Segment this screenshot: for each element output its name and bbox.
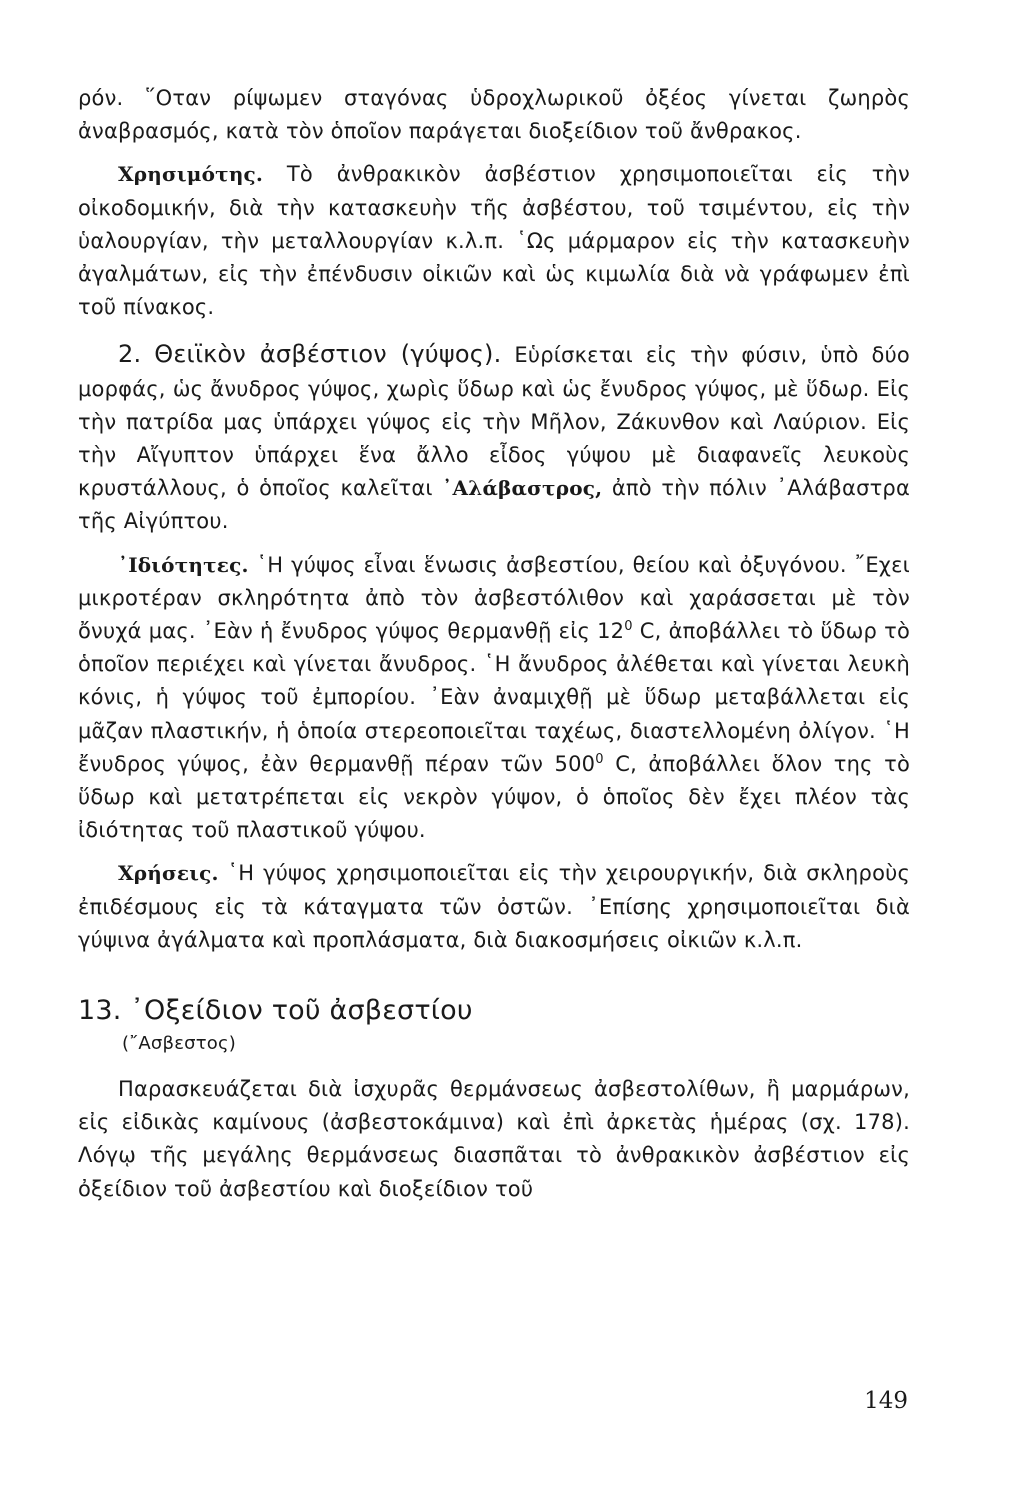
- gypsum-text-end: ἀπὸ τὴν πόλιν ᾿Αλάβαστρα τῆς Αἰγύπτου.: [78, 476, 910, 534]
- paragraph-gypsum: [78, 338, 910, 538]
- paragraph-text: ρόν. ῞Οταν ρίψωμεν σταγόνας ὑδροχλωρικοῦ ὀξέος γίνεται ζωηρὸς ἀναβρασμός, κατὰ τὸν ὁποῖον παράγεται διοξείδιον τοῦ ἄνθρακος.: [78, 86, 910, 144]
- properties-text-a: ῾Η γύψος εἶναι ἕνωσις ἀσβεστίου, θείου καὶ ὀξυγόνου. ῎Εχει μικροτέραν σκληρότητα ἀπὸ τὸν ἀσβεστόλιθον καὶ χαράσσεται μὲ τὸν ὄνυχά μας. ᾿Εὰν ἡ ἔνυδρος γύψος θερμανθῇ εἰς 12: [78, 552, 910, 644]
- gypsum-text: Εὑρίσκεται εἰς τὴν φύσιν, ὑπὸ δύο μορφάς, ὡς ἄνυδρος γύψος, χωρὶς ὕδωρ καὶ ὡς ἔνυδρος γύψος, μὲ ὕδωρ. Εἰς τὴν πατρίδα μας ὑπάρχει γύψος εἰς τὴν Μῆλον, Ζάκυνθον καὶ Λαύριον. Εἰς τὴν Αἴγυπτον ὑπάρχει ἕνα ἄλλο εἶδος γύψου μὲ διαφανεῖς λευκοὺς κρυστάλλους, ὁ ὁποῖος καλεῖται: [78, 343, 910, 501]
- paragraph-uses: [78, 857, 910, 957]
- properties-text-b: C, ἀποβάλλει τὸ ὕδωρ τὸ ὁποῖον περιέχει καὶ γίνεται ἄνυδρος. ῾Η ἄνυδρος ἀλέθεται καὶ γίνεται λευκὴ κόνις, ἡ γύψος τοῦ ἐμπορίου. ᾿Εὰν ἀναμιχθῇ μὲ ὕδωρ μεταβάλλεται εἰς μᾶζαν πλαστικήν, ἡ ὁποία στερεοποιεῖται ταχέως, διαστελλομένη ὀλίγον. ῾Η ἔνυδρος γύψος, ἐὰν θερμανθῇ πέραν τῶν 500: [78, 619, 910, 776]
- page-number: 149: [864, 1388, 908, 1414]
- uses-label: Χρήσεις.: [118, 861, 219, 886]
- paragraph-preparation: [78, 1073, 910, 1206]
- section-number: 13.: [78, 995, 122, 1027]
- properties-text-c: C, ἀποβάλλει ὅλον της τὸ ὕδωρ καὶ μετατρέπεται εἰς νεκρὸν γύψον, ὁ ὁποῖος δὲν ἔχει πλέον τὰς ἰδιότητας τοῦ πλαστικοῦ γύψου.: [78, 751, 910, 843]
- degree-sup-1: 0: [624, 619, 633, 635]
- paragraph-properties: [78, 549, 910, 848]
- properties-label: ᾿Ιδιότητες.: [118, 552, 249, 577]
- section-heading: [78, 993, 910, 1029]
- usefulness-label: Χρησιμότης.: [118, 162, 264, 187]
- subsection-number: 2.: [118, 340, 142, 369]
- degree-sup-2: 0: [595, 751, 604, 767]
- section-subtitle: (῎Ασβεστος): [122, 1033, 237, 1055]
- paragraph-continuation: [78, 82, 910, 148]
- alabaster-term: ᾿Αλάβαστρος,: [442, 476, 603, 501]
- preparation-text: Παρασκευάζεται διὰ ἰσχυρᾶς θερμάνσεως ἀσβεστολίθων, ἢ μαρμάρων, εἰς εἰδικὰς καμίνους (ἀσβεστοκάμινα) καὶ ἐπὶ ἀρκετὰς ἡμέρας (σχ. 178). Λόγῳ τῆς μεγάλης θερμάνσεως διασπᾶται τὸ ἀνθρακικὸν ἀσβέστιον εἰς ὀξείδιον τοῦ ἀσβεστίου καὶ διοξείδιον τοῦ: [78, 1077, 910, 1201]
- page-body: [78, 82, 910, 1206]
- usefulness-text: Τὸ ἀνθρακικὸν ἀσβέστιον χρησιμοποιεῖται εἰς τὴν οἰκοδομικήν, διὰ τὴν κατασκευὴν τῆς ἀσβέστου, τοῦ τσιμέντου, εἰς τὴν ὑαλουργίαν, τὴν μεταλλουργίαν κ.λ.π. ῾Ως μάρμαρον εἰς τὴν κατασκευὴν ἀγαλμάτων, εἰς τὴν ἐπένδυσιν οἰκιῶν καὶ ὡς κιμωλία διὰ νὰ γράφωμεν ἐπὶ τοῦ πίνακος.: [78, 162, 910, 320]
- uses-text: ῾Η γύψος χρησιμοποιεῖται εἰς τὴν χειρουργικήν, διὰ σκληροὺς ἐπιδέσμους εἰς τὰ κάταγματα τῶν ὀστῶν. ᾿Επίσης χρησιμοποιεῖται διὰ γύψινα ἀγάλματα καὶ προπλάσματα, διὰ διακοσμήσεις οἰκιῶν κ.λ.π.: [78, 861, 910, 952]
- section-title: ᾿Οξείδιον τοῦ ἀσβεστίου: [130, 995, 473, 1027]
- paragraph-usefulness: [78, 158, 910, 324]
- subsection-title: Θειϊκὸν ἀσβέστιον (γύψος).: [154, 340, 502, 369]
